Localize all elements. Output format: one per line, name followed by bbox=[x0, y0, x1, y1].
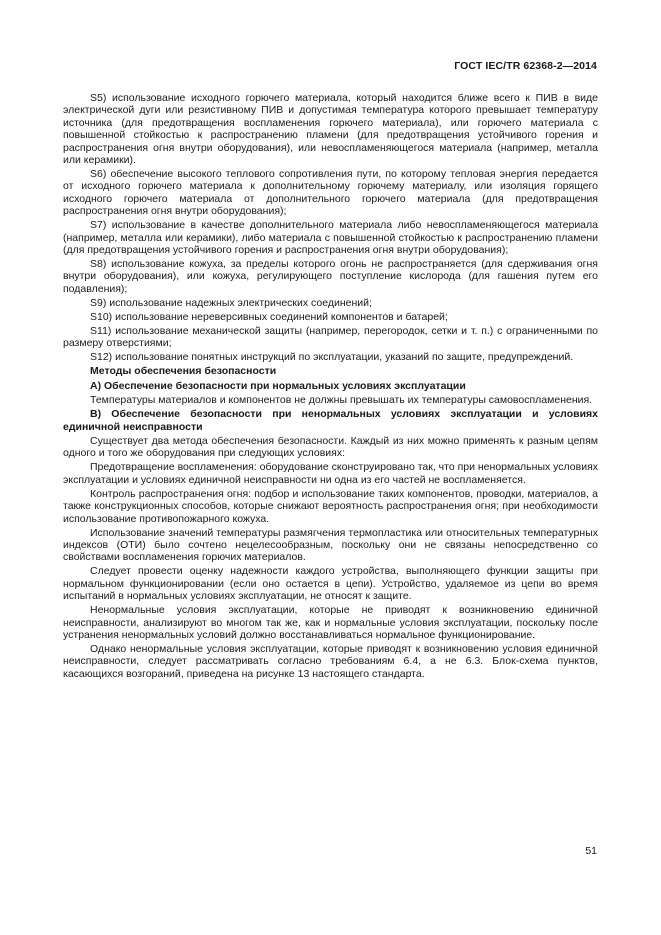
paragraph-s12: S12) использование понятных инструкций по эксплуатации, указаний по защите, предупреждений. bbox=[90, 351, 574, 364]
paragraph-s7: S7) использование в качестве дополнительного материала либо невоспламеняющегося материала (например, металла или керамики), либо материала с повышенной стойкостью к распространению пламени (для предотвращения устойчивого горения и распространения огня внутри оборудования); bbox=[63, 219, 598, 257]
heading-safety-methods: Методы обеспечения безопасности bbox=[90, 365, 277, 378]
paragraph-fire-spread-control: Контроль распространения огня: подбор и использование таких компонентов, проводки, материалов, а также конструкционных способов, которые снижают вероятность распространения огня; при необходимости использование противопожарного кожуха. bbox=[63, 487, 598, 525]
heading-normal-conditions: A) Обеспечение безопасности при нормальных условиях эксплуатации bbox=[90, 379, 466, 392]
paragraph-s5: S5) использование исходного горючего материала, который находится ближе всего к ПИВ в виде электрической дуги или резистивному ПИВ и допустимая температура которого превышает температуру источника (для предотвращения воспламенения горючего материала), или горючего материала с повышенной стойкостью к распространению пламени (для предотвращения устойчивого горения и распространения огня внутри оборудования), или невоспламеняющегося материала (например, металла или керамики). bbox=[63, 92, 598, 167]
paragraph-s8: S8) использование кожуха, за пределы которого огонь не распространяется (для сдерживания огня внутри оборудования), или кожуха, регулирующего поступление кислорода (для гашения путем его подавления); bbox=[63, 258, 598, 295]
paragraph-softening-temperature: Использование значений температуры размягчения термопластика или относительных температурных индексов (ОТИ) было сочтено нецелесообразным, поскольку они не связаны непосредственно со свойствами воспламенения горючих материалов. bbox=[63, 526, 598, 564]
paragraph-abnormal-no-fault: Ненормальные условия эксплуатации, которые не приводят к возникновению единичной неисправности, анализируют во многом так же, как и нормальные условия эксплуатации, поскольку после устранения ненормальных условий должно восстанавливаться нормальное функционирование. bbox=[63, 604, 598, 641]
heading-abnormal-conditions: B) Обеспечение безопасности при ненормальных условиях эксплуатации и условиях единичной неисправности bbox=[63, 408, 598, 433]
document-header: ГОСТ IEC/TR 62368-2—2014 bbox=[454, 60, 597, 72]
paragraph-s10: S10) использование нереверсивных соединений компонентов и батарей; bbox=[90, 310, 448, 323]
paragraph-abnormal-single-fault: Однако ненормальные условия эксплуатации, которые приводят к возникновению условия единичной неисправности, следует рассматривать согласно требованиям 6.4, а не 6.3. Блок-схема пунктов, касающихся возгораний, приведена на рисунке 13 настоящего стандарта. bbox=[63, 642, 598, 680]
document-body bbox=[63, 92, 598, 682]
paragraph-s9: S9) использование надежных электрических соединений; bbox=[90, 296, 372, 309]
paragraph-s6: S6) обеспечение высокого теплового сопротивления пути, по которому тепловая энергия передается от исходного горючего материала к дополнительному горючему материалу, или изоляция горящего исходного горючего материала от дополнительного горючего материала (для предотвращения распространения огня внутри оборудования); bbox=[63, 168, 598, 218]
paragraph-ignition-prevention: Предотвращение воспламенения: оборудование сконструировано так, что при ненормальных условиях эксплуатации и условиях единичной неисправности ни одна из его частей не воспламеняется. bbox=[63, 461, 599, 486]
paragraph-device-reliability: Следует провести оценку надежности каждого устройства, выполняющего функции защиты при нормальном функционировании (если оно остается в цепи). Устройство, удаляемое из цепи во время испытаний в нормальных условиях эксплуатации, не относят к защите. bbox=[63, 565, 598, 603]
page-number: 51 bbox=[585, 845, 597, 857]
paragraph-two-methods: Существует два метода обеспечения безопасности. Каждый из них можно применять к разным цепям одного и того же оборудования при следующих условиях: bbox=[63, 434, 598, 460]
paragraph-normal-temperatures: Температуры материалов и компонентов не должны превышать их температуры самовоспламенения. bbox=[90, 394, 593, 407]
paragraph-s11: S11) использование механической защиты (например, перегородок, сетки и т. п.) с ограниченными по размеру отверстиями; bbox=[63, 324, 598, 350]
